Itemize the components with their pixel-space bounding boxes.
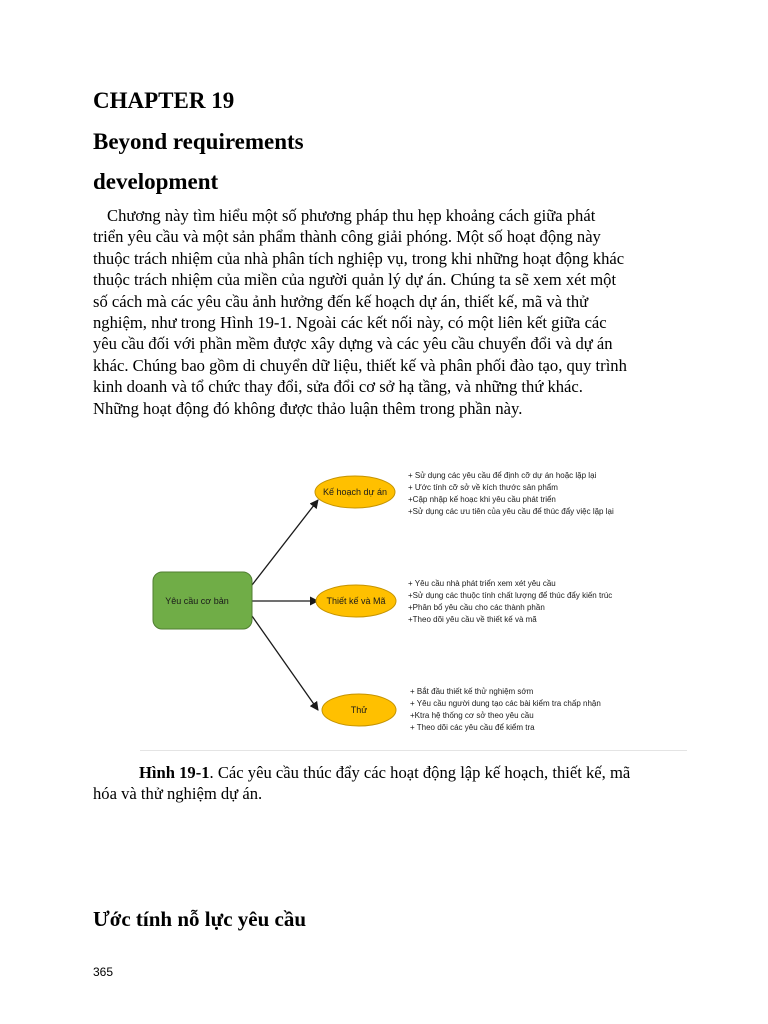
caption-text-2: hóa và thử nghiệm dự án. — [93, 784, 263, 804]
connector-arrow-plan — [252, 500, 318, 585]
intro-line: khác. Chúng bao gồm di chuyển dữ liệu, thiết kế và phân phối đào tạo, quy trình — [93, 355, 627, 375]
section-heading: Ước tính nỗ lực yêu cầu — [93, 907, 307, 931]
plan-bullet: + Ước tính cỡ sở về kích thước sản phẩm — [408, 483, 558, 492]
page-number: 365 — [93, 965, 114, 979]
design-bullet: +Phân bổ yêu cầu cho các thành phần — [408, 603, 545, 612]
test-bullet: + Theo dõi các yêu cầu để kiểm tra — [410, 723, 535, 732]
design-bullet: + Yêu cầu nhà phát triển xem xét yêu cầu — [408, 579, 556, 588]
target-node-plan-label: Kế hoạch dự án — [322, 487, 388, 497]
test-bullet: + Yêu cầu người dung tạo các bài kiểm tra chấp nhận — [410, 699, 601, 708]
caption-label: Hình 19-1 — [139, 763, 210, 782]
design-bullet: +Sử dụng các thuộc tính chất lượng để thúc đẩy kiến trúc — [408, 591, 613, 600]
chapter-label: CHAPTER 19 — [93, 88, 235, 113]
target-node-design-label: Thiết kế và Mã — [326, 596, 386, 606]
intro-line: kinh doanh và tổ chức thay đổi, sửa đổi cơ sở hạ tầng, và những thứ khác. — [93, 377, 583, 397]
intro-line: thuộc trách nhiệm của nhà phân tích nghiệp vụ, trong khi những hoạt động khác — [93, 248, 625, 268]
intro-line: Chương này tìm hiểu một số phương pháp thu hẹp khoảng cách giữa phát — [107, 206, 596, 225]
figure-caption — [93, 762, 693, 805]
requirements-diagram — [140, 460, 687, 750]
intro-line: thuộc trách nhiệm của miền của người quản lý dự án. Chúng ta sẽ xem xét một — [93, 270, 617, 290]
intro-line: triển yêu cầu và một sản phẩm thành công giải phóng. Một số hoạt động này — [93, 227, 601, 247]
source-node-label: Yêu cầu cơ bản — [165, 596, 229, 606]
figure-19-1 — [140, 460, 687, 751]
plan-bullet: +Sử dụng các ưu tiên của yêu cầu để thúc đẩy việc lặp lại — [408, 507, 614, 516]
intro-paragraph — [93, 205, 685, 419]
chapter-title-line-2: development — [93, 169, 219, 194]
intro-line: yêu cầu đối với phần mềm được xây dựng và các yêu cầu chuyển đổi và dự án — [93, 334, 613, 354]
test-bullet: +Ktra hệ thống cơ sở theo yêu cầu — [410, 711, 534, 720]
intro-line: Những hoạt động đó không được thảo luận thêm trong phần này. — [93, 398, 523, 418]
connector-arrow-test — [252, 616, 318, 710]
chapter-title-line-1: Beyond requirements — [93, 129, 304, 154]
caption-line-1 — [93, 762, 693, 783]
intro-line: số cách mà các yêu cầu ảnh hưởng đến kế hoạch dự án, thiết kế, mã và thử — [93, 291, 589, 311]
plan-bullet: +Cập nhập kế hoạc khi yêu cầu phát triển — [408, 495, 556, 504]
design-bullet: +Theo dõi yêu cầu về thiết kế và mã — [408, 615, 537, 624]
intro-line: nghiệm, như trong Hình 19-1. Ngoài các kết nối này, có một liên kết giữa các — [93, 313, 607, 333]
caption-text-1: . Các yêu cầu thúc đẩy các hoạt động lập kế hoạch, thiết kế, mã — [209, 763, 631, 782]
test-bullet: + Bắt đầu thiết kế thử nghiệm sớm — [410, 687, 534, 696]
target-node-test-label: Thử — [350, 705, 368, 715]
plan-bullet: + Sử dụng các yêu cầu để định cỡ dự án hoặc lặp lại — [408, 471, 597, 480]
